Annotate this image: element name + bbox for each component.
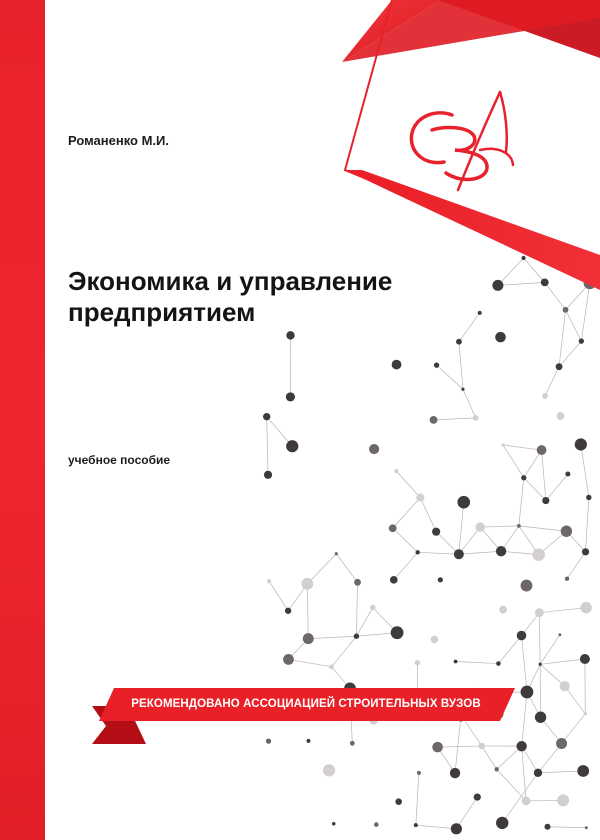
network-dot [496, 546, 506, 556]
network-line [503, 445, 524, 478]
network-line [567, 552, 586, 579]
network-line [336, 554, 357, 583]
network-dot [535, 608, 544, 617]
network-dot [335, 552, 338, 555]
network-line [539, 613, 540, 665]
network-line [562, 714, 586, 744]
network-dot [370, 605, 376, 611]
network-dot [521, 475, 526, 480]
network-dot [544, 824, 550, 830]
network-line [559, 341, 581, 367]
network-dot [456, 339, 462, 345]
network-dot [561, 526, 572, 537]
author-name: Романенко М.И. [68, 133, 170, 148]
network-dot [534, 769, 542, 777]
network-line [393, 498, 421, 529]
network-dot [478, 743, 485, 750]
network-line [545, 367, 559, 396]
network-line [420, 498, 436, 532]
network-line [332, 636, 357, 667]
network-dot [521, 686, 534, 699]
network-dot [374, 822, 379, 827]
network-line [519, 526, 567, 531]
network-dot [323, 764, 335, 776]
network-dot [285, 608, 291, 614]
network-dot [521, 580, 533, 592]
network-dot [432, 742, 443, 753]
network-dot [579, 338, 584, 343]
network-dot [532, 548, 545, 561]
network-line [393, 528, 418, 552]
network-dot [283, 654, 294, 665]
network-dot [580, 602, 592, 614]
network-line [498, 636, 521, 664]
network-dot [454, 660, 458, 664]
network-dot [542, 393, 548, 399]
network-line [269, 581, 288, 611]
network-dot [451, 823, 462, 834]
network-dot [563, 307, 569, 313]
title-line-1: Экономика и управление [68, 266, 393, 296]
network-line [267, 417, 268, 475]
book-type-label: учебное пособие [68, 453, 171, 467]
network-dot [415, 660, 420, 665]
network-dot [537, 445, 547, 455]
network-line [559, 310, 565, 367]
network-dot [350, 741, 355, 746]
network-line [307, 584, 308, 639]
network-dot [501, 443, 505, 447]
network-line [547, 827, 586, 828]
network-dot [434, 362, 439, 367]
network-line [521, 636, 526, 692]
network-line [498, 258, 524, 285]
network-dot [556, 363, 563, 370]
network-dot [431, 636, 439, 644]
network-line [459, 551, 501, 554]
network-line [459, 342, 463, 389]
network-dot [266, 738, 271, 743]
network-line [502, 773, 538, 823]
network-dot [461, 388, 464, 391]
network-dot [521, 256, 525, 260]
network-line [540, 635, 560, 665]
network-dot [474, 793, 481, 800]
network-line [308, 636, 356, 638]
network-dot [577, 765, 589, 777]
network-dot [495, 332, 506, 343]
network-line [288, 659, 331, 666]
network-dot [539, 663, 542, 666]
network-line [542, 450, 546, 501]
recommendation-banner-text: РЕКОМЕНДОВАНО АССОЦИАЦИЕЙ СТРОИТЕЛЬНЫХ ВУЗОВ [131, 698, 481, 710]
network-dot [414, 823, 418, 827]
network-dot [329, 664, 334, 669]
network-dot [454, 549, 464, 559]
network-dot [558, 633, 561, 636]
network-line [586, 497, 589, 551]
network-dot [517, 631, 527, 641]
network-dot [565, 576, 569, 580]
network-dot [585, 826, 588, 829]
network-dot [586, 495, 591, 500]
network-line [418, 552, 459, 554]
network-line [566, 310, 582, 341]
network-dot [267, 579, 271, 583]
network-line [463, 389, 476, 418]
network-dot [417, 771, 421, 775]
network-dot [475, 522, 484, 531]
network-line [459, 527, 480, 554]
network-dot [392, 360, 402, 370]
network-line [438, 746, 482, 747]
network-dot [584, 712, 587, 715]
network-dot [499, 606, 507, 614]
network-dot [575, 438, 587, 450]
network-dot [565, 471, 570, 476]
network-line [456, 661, 499, 663]
network-line [356, 608, 372, 637]
network-line [480, 526, 519, 527]
network-dot [516, 741, 526, 751]
network-dot [542, 497, 549, 504]
network-dot [394, 469, 398, 473]
network-line [456, 797, 477, 829]
network-dot [286, 440, 298, 452]
network-line [482, 746, 497, 769]
network-dot [263, 413, 270, 420]
network-dot [354, 634, 359, 639]
network-line [524, 478, 546, 501]
network-line [356, 582, 357, 636]
network-dot [450, 768, 460, 778]
network-line [455, 715, 461, 773]
network-dot [457, 496, 470, 509]
network-line [519, 478, 524, 526]
network-dot [556, 412, 564, 420]
network-dot [492, 280, 503, 291]
network-dot [556, 738, 567, 749]
network-line [459, 502, 464, 554]
network-line [540, 659, 585, 664]
network-dot [473, 415, 479, 421]
network-dot [390, 576, 398, 584]
network-dot [369, 444, 379, 454]
network-line [307, 554, 336, 584]
network-line [394, 552, 418, 580]
network-line [434, 418, 476, 420]
network-line [538, 743, 562, 772]
network-line [522, 692, 527, 746]
network-dot [415, 550, 419, 554]
network-dot [432, 528, 440, 536]
network-line [503, 445, 541, 450]
network-dot [306, 739, 310, 743]
network-dot [391, 626, 404, 639]
network-dot [494, 767, 498, 771]
network-dot [496, 661, 501, 666]
network-dot [517, 524, 521, 528]
network-dot [416, 494, 424, 502]
network-line [581, 283, 590, 341]
network-dot [395, 798, 402, 805]
network-dot [438, 577, 443, 582]
network-dot [560, 681, 570, 691]
network-line [545, 282, 566, 309]
network-line [581, 444, 589, 497]
network-dot [332, 822, 336, 826]
network-dot [430, 416, 438, 424]
network-line [539, 608, 586, 613]
network-dot [580, 654, 590, 664]
network-dot [557, 794, 569, 806]
network-dot [354, 579, 361, 586]
network-dot [541, 278, 549, 286]
book-title [68, 266, 488, 328]
network-line [498, 282, 545, 285]
network-line [524, 450, 542, 478]
network-line [437, 365, 463, 389]
network-line [416, 825, 457, 829]
network-dot [286, 392, 295, 401]
title-line-2: предприятием [68, 297, 256, 327]
network-dot [535, 712, 546, 723]
network-dot [389, 524, 397, 532]
network-line [538, 771, 583, 773]
network-dot [303, 633, 314, 644]
network-line [396, 471, 420, 498]
network-dot [264, 471, 272, 479]
network-dot [522, 797, 531, 806]
network-dot [301, 578, 313, 590]
network-line [416, 773, 419, 825]
network-dot [286, 331, 294, 339]
network-line [565, 686, 586, 714]
publisher-monogram-logo [411, 92, 513, 190]
network-pattern [263, 256, 596, 835]
network-dot [496, 817, 508, 829]
network-line [546, 474, 568, 501]
network-dot [582, 548, 589, 555]
